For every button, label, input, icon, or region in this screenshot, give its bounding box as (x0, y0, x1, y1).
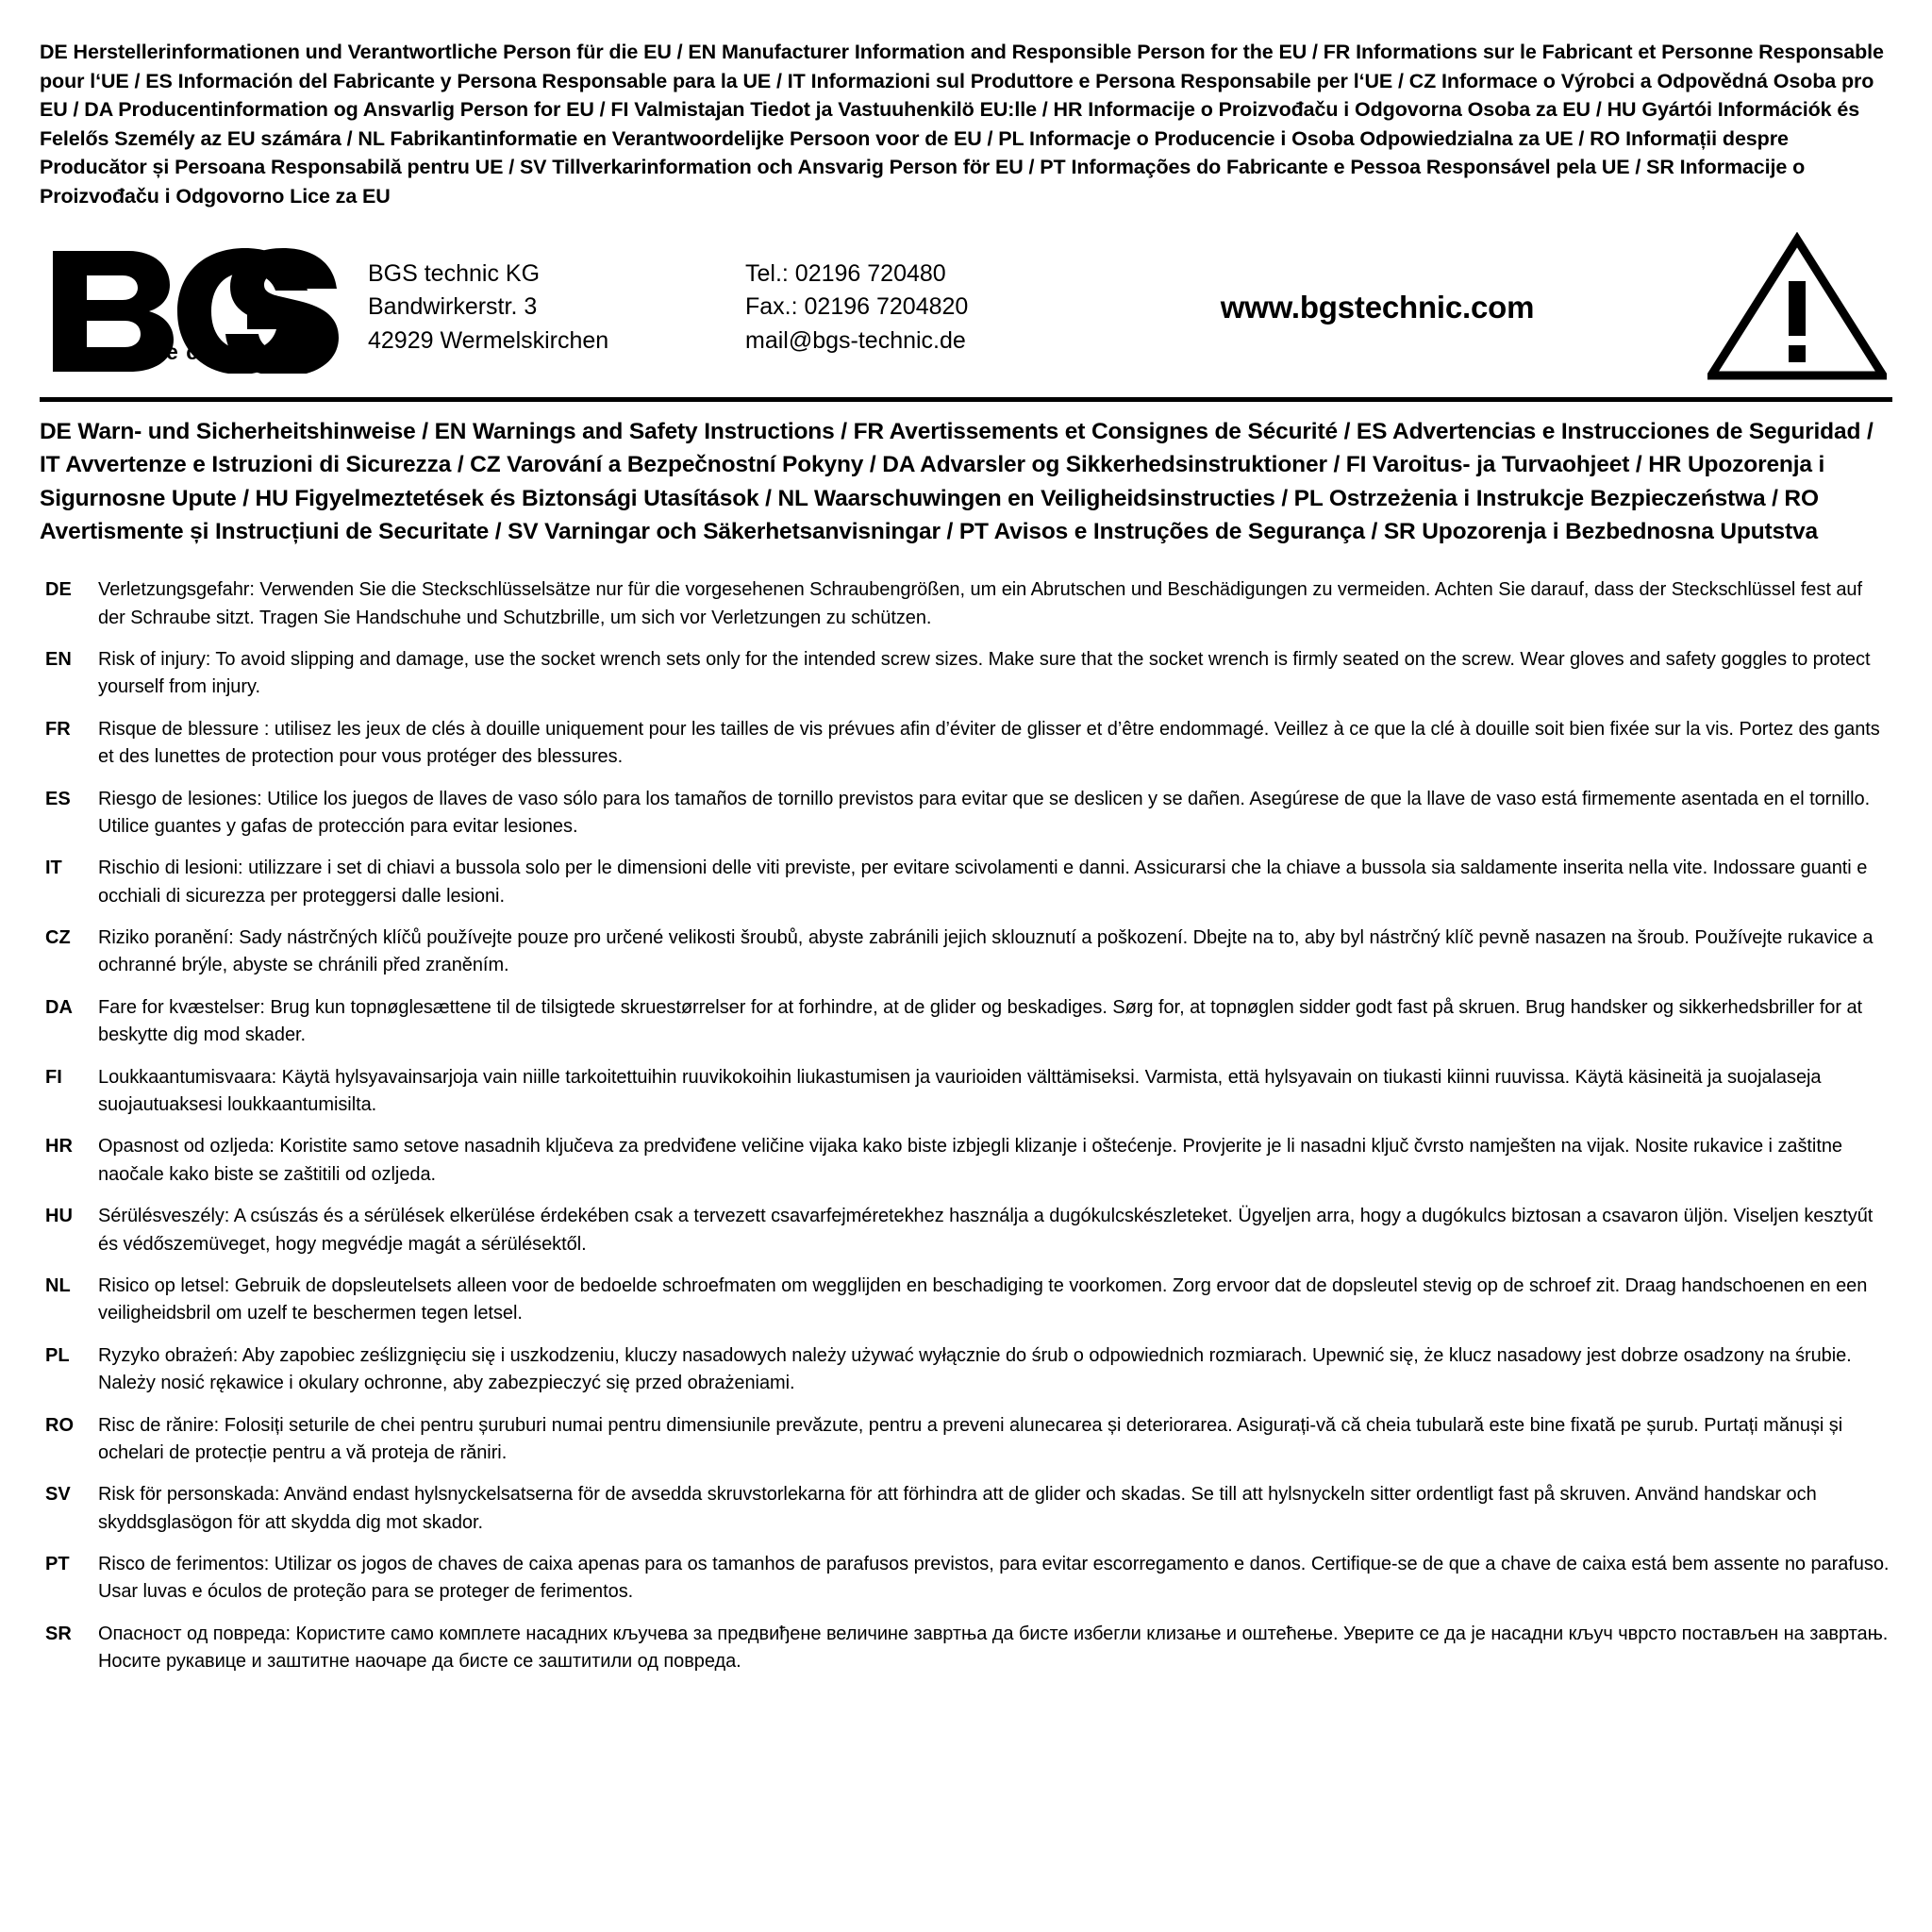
language-text: Riesgo de lesiones: Utilice los juegos de llaves de vaso sólo para los tamaños de tornillo previstos para evitar que se deslicen y se dañen. Asegúrese de que la llave de vaso está firmemente asentada en el tornillo. Utilice guantes y gafas de protección para evitar lesiones. (98, 788, 1871, 837)
company-tel: Tel.: 02196 720480 (745, 259, 946, 287)
language-text: Rischio di lesioni: utilizzare i set di chiavi a bussola solo per le dimensioni delle viti previste, per evitare scivolamenti e danni. Assicurarsi che la chiave a bussola sia saldamente inserita nella vite. Indossare guanti e occhiali di sicurezza per proteggersi dalle lesioni. (98, 858, 1868, 907)
list-item (40, 716, 1892, 772)
language-code: PL (45, 1344, 70, 1366)
language-code: FR (45, 718, 71, 740)
list-item (40, 924, 1892, 980)
language-code: DE (45, 579, 72, 601)
bgs-logo (40, 242, 357, 374)
list-item (40, 1342, 1892, 1398)
language-text: Ryzyko obrażeń: Aby zapobiec ześlizgnięciu się i uszkodzeniu, kluczy nasadowych należy używać wyłącznie do śrub o odpowiednich rozmiarach. Upewnić się, że klucz nasadowy jest dobrze osadzony na śrubie. Należy nosić rękawice i okulary ochronne, aby zabezpieczyć się przed obrażeniami. (98, 1344, 1852, 1394)
company-contact (745, 258, 1057, 358)
list-item (40, 1203, 1892, 1258)
list-item (40, 994, 1892, 1050)
logo-subtext: t e c h n i c (151, 340, 275, 365)
language-code: CZ (45, 927, 71, 949)
list-item (40, 1551, 1892, 1607)
language-code: ES (45, 788, 71, 809)
safety-instructions-heading: DE Warn- und Sicherheitshinweise / EN Warnings and Safety Instructions / FR Avertissements et Consignes de Sécurité / ES Advertencias e Instrucciones de Seguridad / IT Avvertenze e Istruzioni di Sicurezza / CZ Varování a Bezpečnostní Pokyny / DA Advarsler og Sikkerhedsinstruktioner / FI Varoitus- ja Turvaohjeet / HR Upozorenja i Sigurnosne Upute / HU Figyelmeztetések és Biztonsági Utasítások / NL Waarschuwingen en Veiligheidsinstructies / PL Ostrzeżenia i Instrukcje Bezpieczeństwa / RO Avertismente și Instrucțiuni de Securitate / SV Varningar och Säkerhetsanvisningar / PT Avisos e Instruções de Segurança / SR Upozorenja i Bezbednosna Uputstva (40, 419, 1874, 544)
language-code: EN (45, 648, 72, 670)
warning-triangle-wrapper (1698, 232, 1892, 383)
language-text: Risk of injury: To avoid slipping and damage, use the socket wrench sets only for the intended screw sizes. Make sure that the socket wrench is firmly seated on the screw. Wear gloves and safety goggles to protect yourself from injury. (98, 648, 1871, 698)
company-city: 42929 Wermelskirchen (368, 326, 609, 354)
list-item (40, 855, 1892, 910)
list-item (40, 1412, 1892, 1468)
language-code: SV (45, 1484, 71, 1506)
language-text: Sérülésveszély: A csúszás és a sérülések elkerülése érdekében csak a tervezett csavarfejméretekhez használja a dugókulcskészleteket. Ügyeljen arra, hogy a dugókulcs biztosan a csavaron üljön. Viseljen kesztyűt és védőszemüveget, hogy megvédje magát a sérülésektől. (98, 1206, 1874, 1255)
language-text: Risque de blessure : utilisez les jeux de clés à douille uniquement pour les tailles de vis prévues afin d’éviter de glisser et d’être endommagé. Veillez à ce que la clé à douille soit bien fixée sur la vis. Portez des gants et des lunettes de protection pour vous protéger des blessures. (98, 718, 1880, 768)
company-header-band (40, 227, 1892, 402)
language-text: Riziko poranění: Sady nástrčných klíčů používejte pouze pro určené velikosti šroubů, abyste zabránili jejich sklouznutí a poškození. Dbejte na to, aby byl nástrčný klíč pevně nasazen na šroub. Používejte rukavice a ochranné brýle, abyste se chránili před zraněním. (98, 927, 1874, 976)
language-text: Opasnost od ozljeda: Koristite samo setove nasadnih ključeva za predviđene veličine vijaka kako biste izbjegli klizanje i oštećenje. Provjerite je li nasadni ključ čvrsto namješten na vijak. Nosite rukavice i zaštitne naočale kako biste se zaštitili od ozljeda. (98, 1136, 1842, 1185)
language-text: Опасност од повреда: Користите само комплете насадних кључева за предвиђене величине завртња да бисте избегли клизање и оштећење. Уверите се да је насадни кључ чврсто постављен на завртањ. Носите рукавице и заштитне наочаре да бисте се заштитили од повреда. (98, 1623, 1889, 1673)
list-item (40, 646, 1892, 702)
language-text: Loukkaantumisvaara: Käytä hylsyavainsarjoja vain niille tarkoitettuihin ruuvikokoihin liukastumisen ja vaurioiden välttämiseksi. Varmista, että hylsyavain on tiukasti kiinni ruuvissa. Käytä käsineitä ja suojalaseja suojautuaksesi loukkaantumisilta. (98, 1066, 1822, 1116)
company-email[interactable]: mail@bgs-technic.de (745, 326, 966, 354)
language-code: PT (45, 1554, 70, 1575)
company-street: Bandwirkerstr. 3 (368, 293, 538, 321)
company-fax: Fax.: 02196 7204820 (745, 293, 969, 321)
list-item (40, 1273, 1892, 1328)
list-item (40, 576, 1892, 632)
company-address (357, 258, 745, 358)
logo-registered-mark: ® (300, 251, 316, 275)
language-text: Risk för personskada: Använd endast hylsnyckelsatserna för de avsedda skruvstorlekarna för att förhindra att de glider och skadas. Se till att hylsnyckeln sitter ordentligt fast på skruven. Använd handskar och skyddsglasögon för att skydda dig mot skador. (98, 1484, 1817, 1533)
language-code: FI (45, 1066, 62, 1088)
list-item (40, 1481, 1892, 1537)
manufacturer-info-heading: DE Herstellerinformationen und Verantwortliche Person für die EU / EN Manufacturer Information and Responsible Person for the EU / FR Informations sur le Fabricant et Personne Responsable pour l‘UE / ES Información del Fabricante y Persona Responsable para la UE / IT Informazioni sul Produttore e Persona Responsabile per l‘UE / CZ Informace o Výrobci a Odpovědná Osoba pro EU / DA Producentinformation og Ansvarlig Person for EU / FI Valmistajan Tiedot ja Vastuuhenkilö EU:lle / HR Informacije o Proizvođaču i Odgovorna Osoba za EU / HU Gyártói Információk és Felelős Személy az EU számára / NL Fabrikantinformatie en Verantwoordelijke Persoon voor de EU / PL Informacje o Producencie i Osoba Odpowiedzialna za UE / RO Informații despre Producător și Persoana Responsabilă pentru UE / SV Tillverkarinformation och Ansvarig Person för EU / PT Informações do Fabricante e Pessoa Responsável pela UE / SR Informacije o Proizvođaču i Odgovorno Lice za EU (40, 41, 1884, 208)
list-item (40, 786, 1892, 841)
language-code: DA (45, 996, 73, 1018)
language-entries-list (40, 576, 1892, 1676)
warning-triangle-icon (1707, 232, 1887, 383)
language-text: Risco de ferimentos: Utilizar os jogos de chaves de caixa apenas para os tamanhos de parafusos previstos, para evitar escorregamento e danos. Certifique-se de que a chave de caixa está bem assente no parafuso. Usar luvas e óculos de proteção para se proteger de ferimentos. (98, 1554, 1890, 1603)
language-code: HU (45, 1206, 73, 1227)
company-website[interactable]: www.bgstechnic.com (1220, 290, 1535, 325)
language-code: SR (45, 1623, 72, 1644)
language-text: Verletzungsgefahr: Verwenden Sie die Steckschlüsselsätze nur für die vorgesehenen Schraubengrößen, um ein Abrutschen und Beschädigungen zu vermeiden. Achten Sie darauf, dass der Steckschlüssel fest auf der Schraube sitzt. Tragen Sie Handschuhe und Schutzbrille, um sich vor Verletzungen zu schützen. (98, 579, 1862, 628)
list-item (40, 1621, 1892, 1676)
language-code: IT (45, 858, 62, 879)
language-code: NL (45, 1274, 71, 1296)
company-name: BGS technic KG (368, 259, 541, 287)
list-item (40, 1064, 1892, 1120)
language-text: Risico op letsel: Gebruik de dopsleutelsets alleen voor de bedoelde schroefmaten om wegglijden en beschadiging te voorkomen. Zorg ervoor dat de dopsleutel stevig op de schroef zit. Draag handschoenen en een veiligheidsbril om uzelf te beschermen tegen letsel. (98, 1274, 1868, 1324)
language-text: Fare for kvæstelser: Brug kun topnøglesættene til de tilsigtede skruestørrelser for at forhindre, at de glider og beskadiges. Sørg for, at topnøglen sidder godt fast på skruen. Brug handsker og sikkerhedsbriller for at beskytte dig mod skader. (98, 996, 1863, 1046)
list-item (40, 1133, 1892, 1189)
language-code: RO (45, 1414, 74, 1436)
language-text: Risc de rănire: Folosiți seturile de chei pentru șuruburi numai pentru dimensiunile prevăzute, pentru a preveni alunecarea și deteriorarea. Asigurați-vă că cheia tubulară este bine fixată pe șurub. Purtați mănuși și ochelari de protecție pentru a vă proteja de răniri. (98, 1414, 1843, 1463)
language-code: HR (45, 1136, 73, 1158)
